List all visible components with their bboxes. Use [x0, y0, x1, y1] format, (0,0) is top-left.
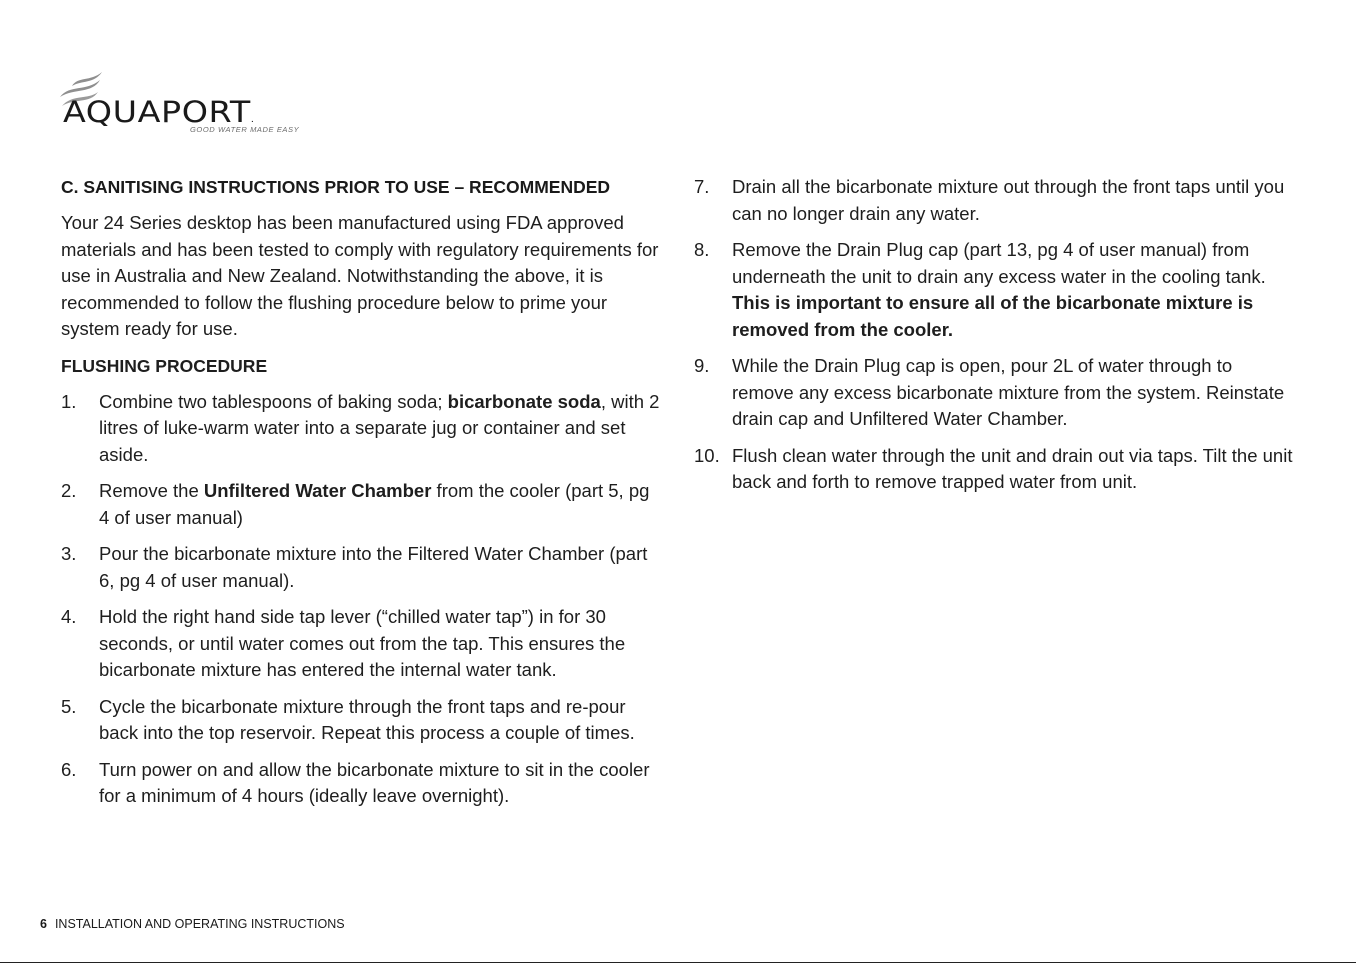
- footer-label: INSTALLATION AND OPERATING INSTRUCTIONS: [54, 917, 345, 931]
- right-column: [694, 174, 1294, 506]
- page-number: 6: [40, 917, 47, 931]
- step-item: 9. While the Drain Plug cap is open, pour 2L of water through to remove any excess bicarbonate mixture from the system. Reinstate drain cap and Unfiltered Water Chamber.: [694, 355, 1285, 429]
- page-footer: [40, 917, 345, 931]
- brand-tagline: GOOD WATER MADE EASY: [190, 125, 300, 134]
- steps-list-left: [61, 389, 661, 810]
- intro-paragraph: Your 24 Series desktop has been manufactured using FDA approved materials and has been tested to comply with regulatory requirements for use in Australia and New Zealand. Notwithstanding the above, it is recommended to follow the flushing procedure below to prime your system ready for use.: [61, 212, 659, 339]
- procedure-subtitle: FLUSHING PROCEDURE: [61, 355, 268, 376]
- step-item: 2. Remove the Unfiltered Water Chamber from the cooler (part 5, pg 4 of user manual): [61, 480, 650, 528]
- step-item: 3. Pour the bicarbonate mixture into the Filtered Water Chamber (part 6, pg 4 of user manual).: [61, 543, 648, 591]
- section-title: C. SANITISING INSTRUCTIONS PRIOR TO USE – RECOMMENDED: [61, 177, 611, 197]
- step-item: 8. Remove the Drain Plug cap (part 13, pg 4 of user manual) from underneath the unit to drain any excess water in the cooling tank. This is important to ensure all of the bicarbonate mixture is removed from the cooler.: [694, 239, 1266, 340]
- step-item: 6. Turn power on and allow the bicarbonate mixture to sit in the cooler for a minimum of 4 hours (ideally leave overnight).: [61, 758, 650, 806]
- step-item: 1. Combine two tablespoons of baking soda; bicarbonate soda, with 2 litres of luke-warm water into a separate jug or container and set aside.: [61, 390, 660, 465]
- steps-list-right: [694, 174, 1294, 496]
- step-item: 5. Cycle the bicarbonate mixture through the front taps and re-pour back into the top reservoir. Repeat this process a couple of times.: [61, 695, 635, 743]
- brand-wordmark: AQUAPORT.: [63, 95, 255, 129]
- step-item: 4. Hold the right hand side tap lever (“chilled water tap”) in for 30 seconds, or until water comes out from the tap. This ensures the bicarbonate mixture has entered the internal water tank.: [61, 606, 626, 680]
- bottom-rule: [0, 962, 1356, 963]
- left-column: [61, 174, 661, 820]
- step-item: 7. Drain all the bicarbonate mixture out through the front taps until you can no longer drain any water.: [694, 176, 1285, 224]
- aquaport-logo: [58, 70, 308, 136]
- step-item: 10. Flush clean water through the unit and drain out via taps. Tilt the unit back and forth to remove trapped water from unit.: [694, 444, 1293, 492]
